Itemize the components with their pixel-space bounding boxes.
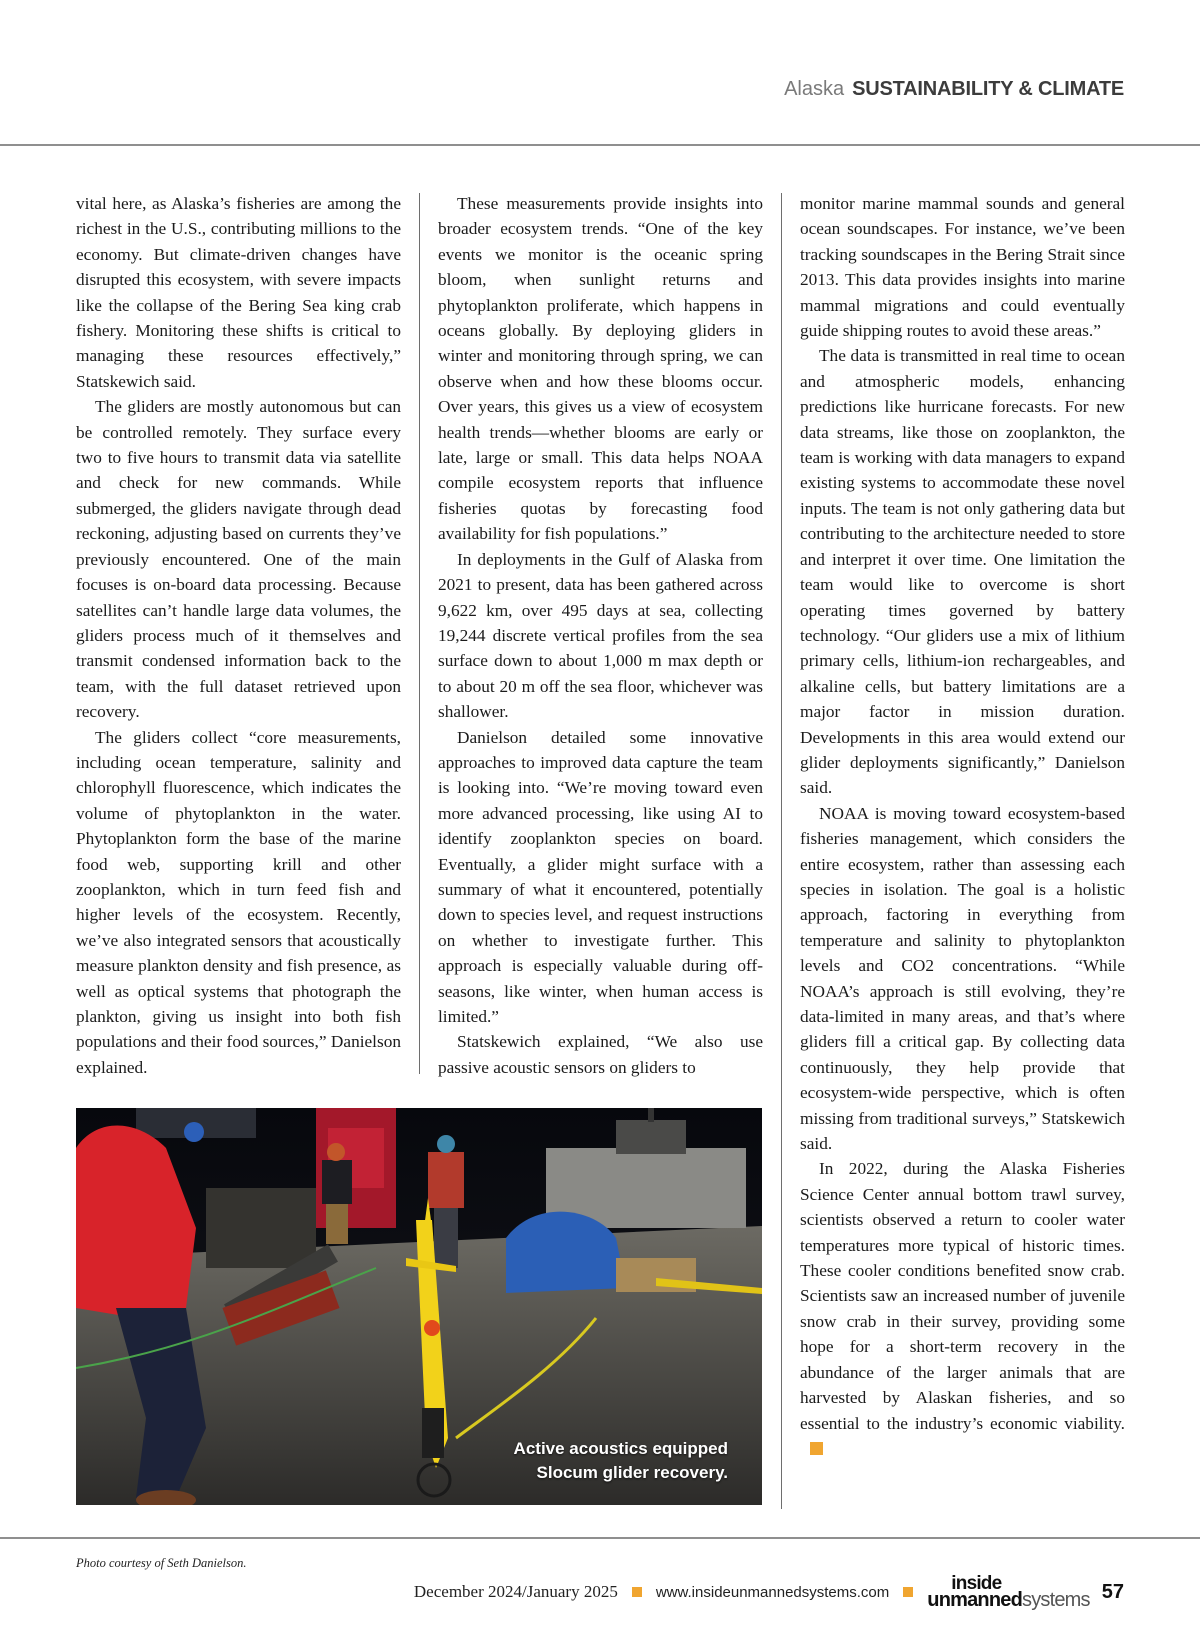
footer-rule bbox=[0, 1537, 1200, 1539]
header-section: Alaska bbox=[784, 78, 845, 100]
paragraph: The data is transmitted in real time to ocean and atmospheric models, enhancing predictions like hurricane forecasts. For new data streams, like those on zooplankton, the team is working with data managers to expand existing systems to accommodate these novel inputs. The team is not only gathering data but contributing to the architecture needed to store and interpret it over time. One limitation the team would like to overcome is short operating times governed by battery technology. “Our gliders use a mix of lithium primary cells, lithium-ion rechargeables, and alkaline cells, but battery limitations are a major factor in mission duration. Developments in this area would extend our glider deployments significantly,” Danielson said. bbox=[800, 346, 1125, 798]
paragraph: NOAA is moving toward ecosystem-based fisheries management, which considers the entire ecosystem, rather than assessing each species in isolation. The goal is a holistic approach, factoring in everything from temperature and salinity to phytoplankton levels and CO2 concentrations. “While NOAA’s approach is still evolving, they’re data-limited in many areas, and that’s where gliders fill a critical gap. By collecting data continuously, they help provide that ecosystem-wide perspective, which is often missing from traditional surveys,” Statskewich said. bbox=[800, 803, 1125, 1154]
paragraph: monitor marine mammal sounds and general ocean soundscapes. For instance, we’ve been tracking soundscapes in the Bering Strait since 2013. This data provides insights into marine mammal migrations and could eventually guide shipping routes to avoid these areas.” bbox=[800, 194, 1125, 341]
paragraph: These measurements provide insights into broader ecosystem trends. “One of the key events we monitor is the oceanic spring bloom, when sunlight returns and phytoplankton proliferate, which happens in oceans globally. By deploying gliders in winter and monitoring through spring, we can observe when and how these blooms occur. Over years, this gives us a view of ecosystem health trends—whether blooms are early or late, large or small. This data helps NOAA compile ecosystem reports that influence fisheries quotas by forecasting food availability for fish populations.” bbox=[438, 194, 763, 544]
running-header bbox=[784, 74, 1124, 104]
logo-systems: systems bbox=[1022, 1589, 1090, 1611]
header-topic: SUSTAINABILITY & CLIMATE bbox=[852, 78, 1124, 100]
paragraph bbox=[800, 1156, 1125, 1461]
separator-square bbox=[903, 1587, 913, 1597]
header-rule bbox=[0, 144, 1200, 146]
separator-square bbox=[632, 1587, 642, 1597]
logo-inside: inside bbox=[951, 1573, 1002, 1594]
column-divider bbox=[419, 193, 420, 1074]
text-column-2 bbox=[438, 191, 763, 1080]
caption-line: Active acoustics equipped bbox=[513, 1439, 728, 1458]
magazine-logo bbox=[927, 1574, 1089, 1610]
end-of-article-mark bbox=[810, 1442, 823, 1455]
page-footer bbox=[414, 1572, 1124, 1612]
caption-line: Slocum glider recovery. bbox=[536, 1463, 728, 1482]
paragraph: The gliders collect “core measurements, including ocean temperature, salinity and chlorophyll fluorescence, which indicates the volume of phytoplankton in the water. Phytoplankton form the base of the marine food web, supporting krill and other zooplankton, which in turn feed fish and higher levels of the ecosystem. Recently, we’ve also integrated sensors that acoustically measure plankton density and fish presence, as well as optical systems that photograph the plankton, giving us insight into both fish populations and their food sources,” Danielson explained. bbox=[76, 727, 401, 1077]
paragraph: In deployments in the Gulf of Alaska from 2021 to present, data has been gathered across 9,622 km, over 495 days at sea, collecting 19,244 discrete vertical profiles from the sea surface down to about 1,000 m max depth or to about 20 m off the sea floor, whichever was shallower. bbox=[438, 549, 763, 722]
text-column-1 bbox=[76, 191, 401, 1080]
paragraph: vital here, as Alaska’s fisheries are among the richest in the U.S., contributing millions to the economy. But climate-driven changes have disrupted this ecosystem, with severe impacts like the collapse of the Bering Sea king crab fishery. Monitoring these shifts is critical to managing these resources effectively,” Statskewich said. bbox=[76, 194, 401, 391]
website-link[interactable]: www.insideunmannedsystems.com bbox=[655, 1583, 890, 1601]
paragraph-text: In 2022, during the Alaska Fisheries Science Center annual bottom trawl survey, scientists observed a return to cooler water temperatures more typical of historic times. These cooler conditions benefited snow crab. Scientists saw an increased number of juvenile snow crab in their survey, providing some hope for a short-term recovery in the abundance of the larger animals that are harvested by Alaskan fisheries, and so essential to the industry’s economic viability. bbox=[800, 1159, 1125, 1433]
glider-recovery-photo bbox=[76, 1108, 762, 1505]
logo-unmanned: unmanned bbox=[927, 1589, 1022, 1611]
issue-date: December 2024/January 2025 bbox=[413, 1582, 618, 1601]
paragraph: Statskewich explained, “We also use passive acoustic sensors on gliders to bbox=[438, 1032, 763, 1077]
page-number: 57 bbox=[1101, 1580, 1124, 1603]
logo-wordmark bbox=[927, 1590, 1089, 1610]
paragraph: The gliders are mostly autonomous but can be controlled remotely. They surface every two to five hours to transmit data via satellite and check for new commands. While submerged, the gliders navigate through dead reckoning, adjusting based on currents they’ve previously encountered. One of the main focuses is on-board data processing. Because satellites can’t handle large data volumes, the gliders process much of it themselves and transmit condensed information back to the team, with the full dataset retrieved upon recovery. bbox=[76, 397, 401, 722]
paragraph: Danielson detailed some innovative approaches to improved data capture the team is looking into. “We’re moving toward even more advanced processing, like using AI to identify zooplankton species on board. Eventually, a glider might surface with a summary of what it encountered, potentially down to species level, and request instructions on whether to investigate further. This approach is especially valuable during off-seasons, like winter, when human access is limited.” bbox=[438, 727, 763, 1026]
photo-caption bbox=[514, 1437, 728, 1485]
column-divider bbox=[781, 193, 782, 1509]
photo-credit: Photo courtesy of Seth Danielson. bbox=[76, 1556, 247, 1570]
text-column-3 bbox=[800, 191, 1125, 1461]
